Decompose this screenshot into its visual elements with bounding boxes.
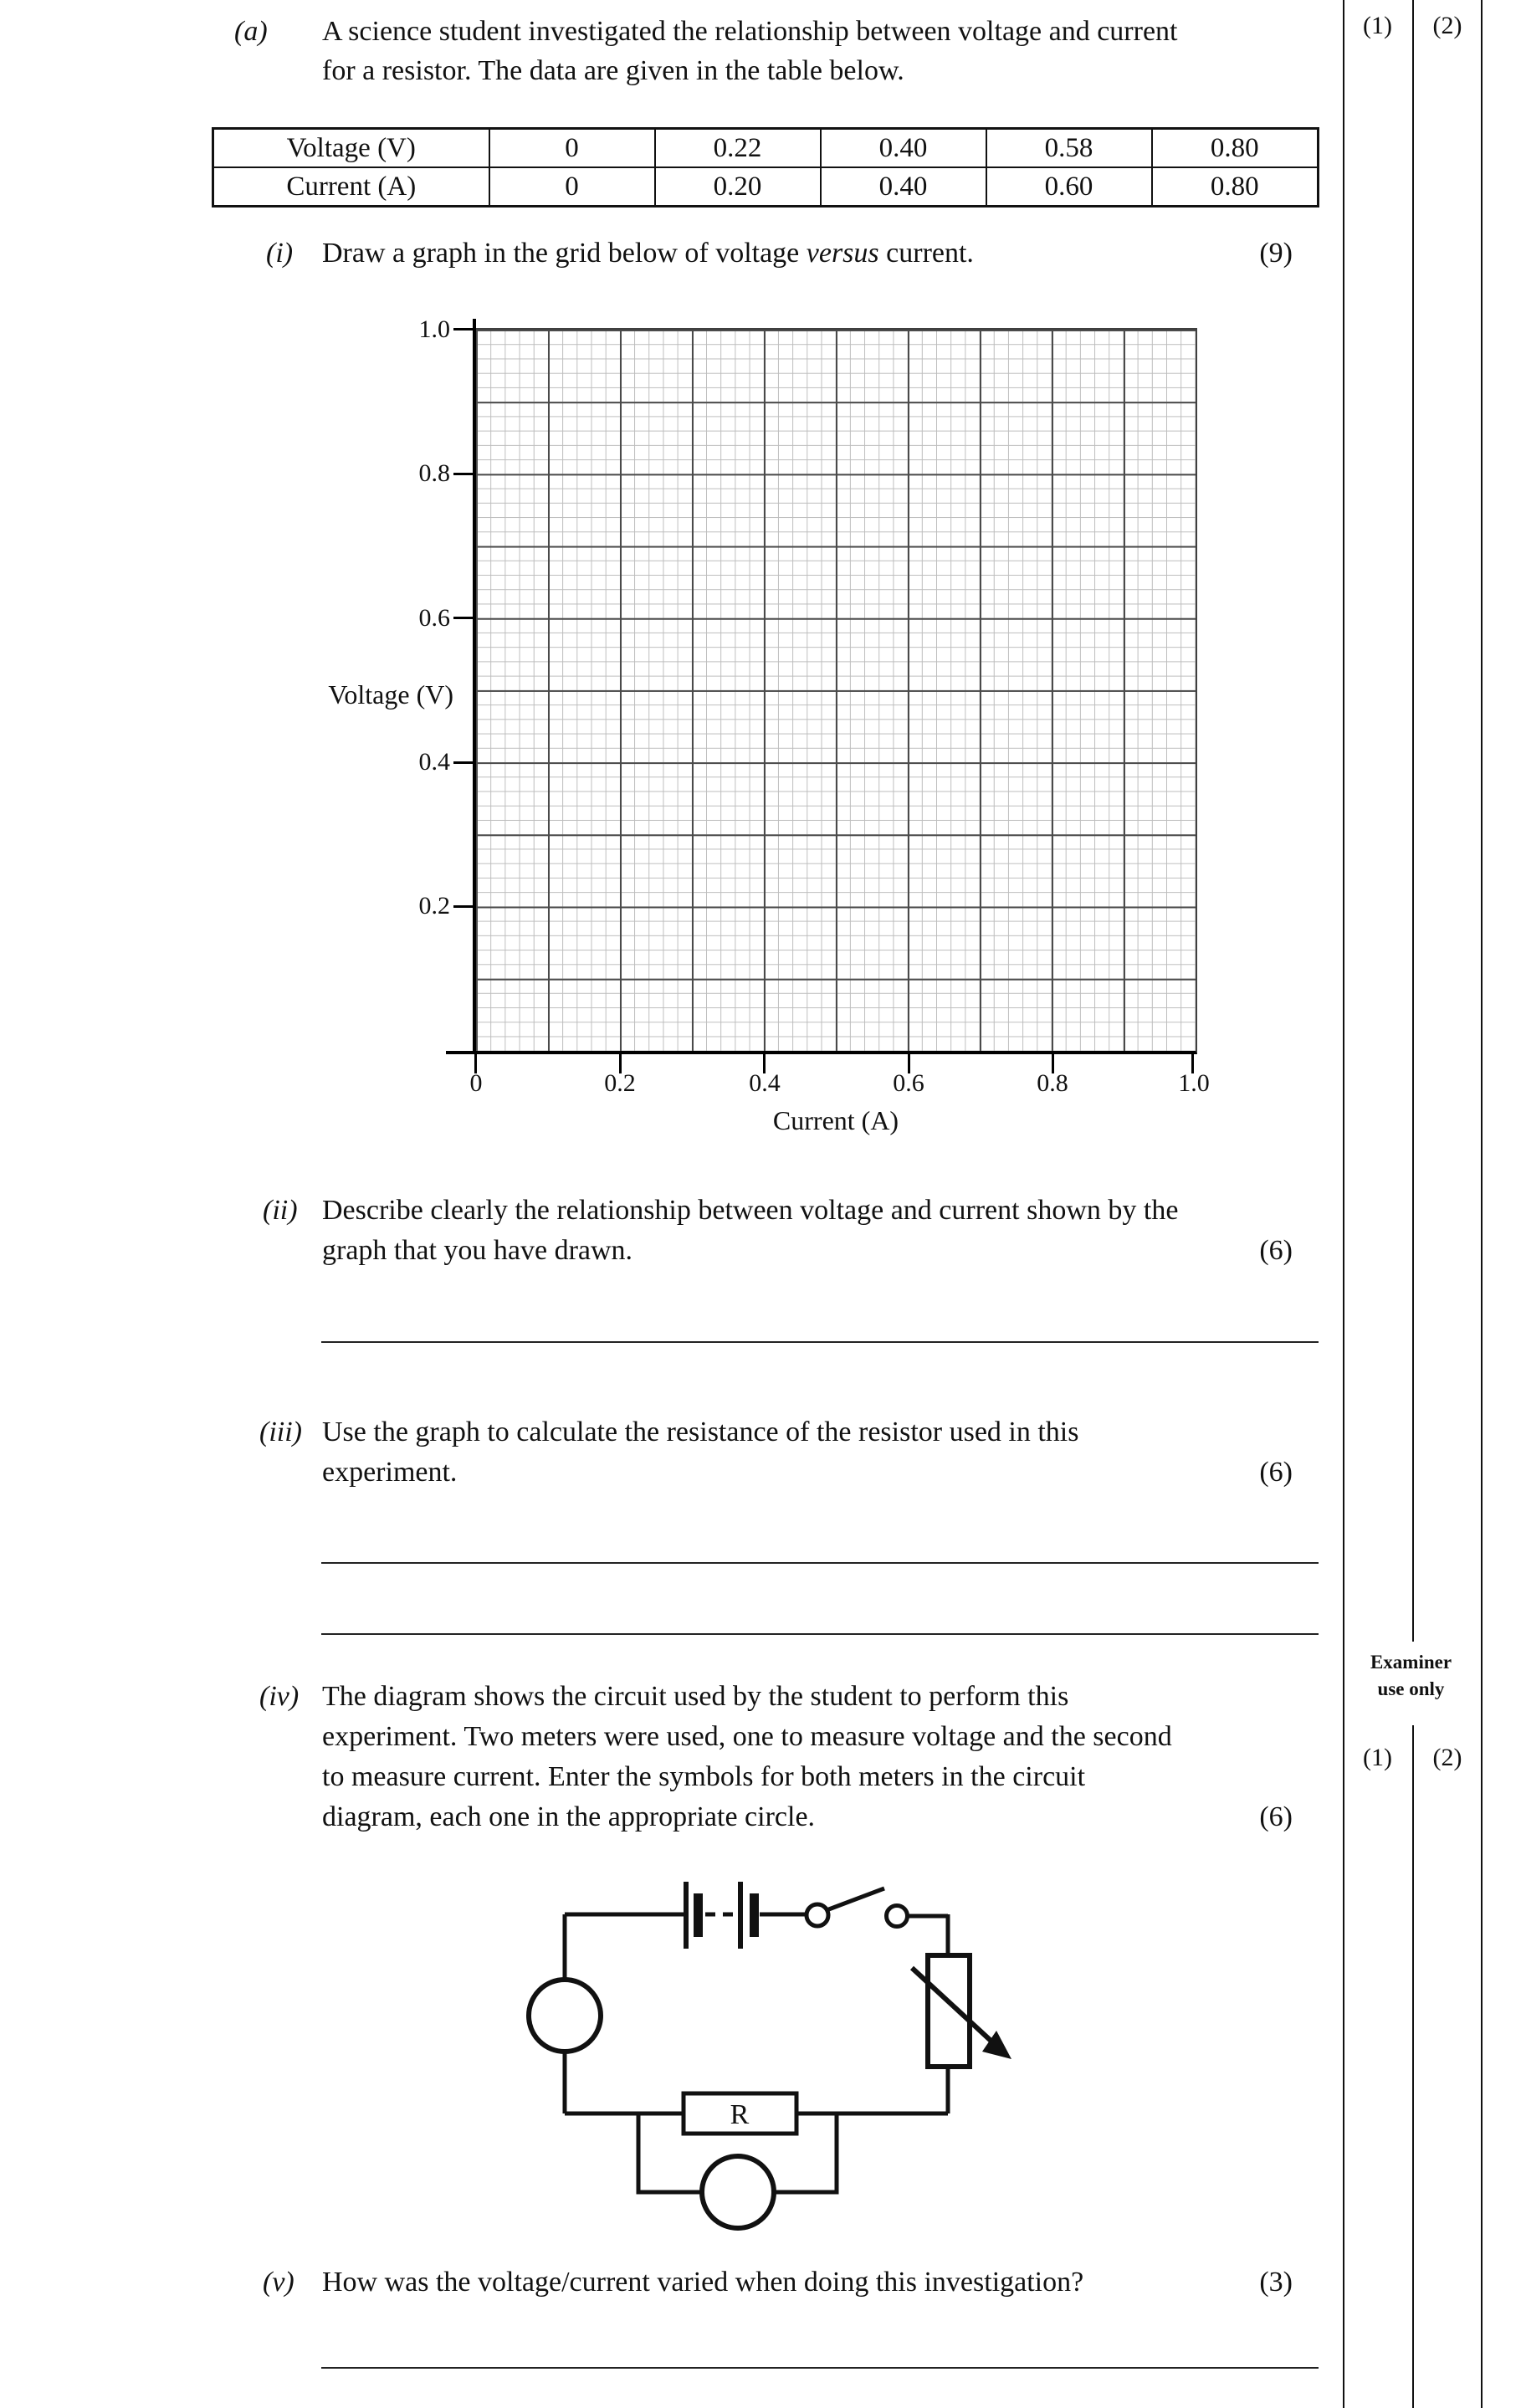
table-cell: 0.22 bbox=[655, 129, 821, 168]
switch-symbol bbox=[807, 1888, 908, 1927]
y-tick-label: 0.8 bbox=[418, 459, 450, 487]
voltage-current-table bbox=[212, 127, 1319, 207]
x-tick-label: 0 bbox=[469, 1069, 483, 1097]
x-tick-label: 0.4 bbox=[749, 1069, 781, 1097]
battery-symbol bbox=[686, 1882, 759, 1949]
examiner-use-only-line2: use only bbox=[1377, 1678, 1445, 1699]
table-row bbox=[213, 167, 1319, 207]
resistor-symbol bbox=[684, 2093, 796, 2134]
table-cell: 0 bbox=[489, 129, 655, 168]
question-a-line2: for a resistor. The data are given in the table below. bbox=[322, 55, 904, 86]
switch-terminal bbox=[807, 1904, 828, 1926]
question-iv-line1: The diagram shows the circuit used by the student to perform this bbox=[322, 1681, 1069, 1712]
battery-short-plate bbox=[750, 1893, 759, 1937]
margin-rule-middle-upper bbox=[1412, 0, 1414, 1642]
table-cell: 0 bbox=[489, 167, 655, 207]
table-cell: 0.58 bbox=[986, 129, 1152, 168]
question-iv-label: (iv) bbox=[259, 1681, 300, 1712]
y-tick bbox=[453, 473, 476, 475]
question-a-line1: A science student investigated the relationship between voltage and current bbox=[322, 16, 1178, 47]
answer-line-ii[interactable] bbox=[321, 1341, 1319, 1343]
margin-rule-middle-lower bbox=[1412, 1725, 1414, 2408]
x-tick-label: 1.0 bbox=[1178, 1069, 1210, 1097]
y-tick-label: 0.4 bbox=[418, 748, 450, 776]
examiner-use-only-line1: Examiner bbox=[1370, 1652, 1452, 1673]
table-cell: 0.80 bbox=[1152, 129, 1319, 168]
table-cell: 0.60 bbox=[986, 167, 1152, 207]
question-i-marks: (9) bbox=[1259, 238, 1293, 269]
x-tick-label: 0.2 bbox=[604, 1069, 636, 1097]
question-ii-marks: (6) bbox=[1259, 1235, 1293, 1266]
x-tick-label: 0.6 bbox=[893, 1069, 924, 1097]
margin-rule-right bbox=[1481, 0, 1483, 2408]
question-i-text: Draw a graph in the grid below of voltage versus current. bbox=[322, 238, 974, 269]
margin-rule-left bbox=[1343, 0, 1344, 2408]
table-cell: 0.20 bbox=[655, 167, 821, 207]
question-iv-line2: experiment. Two meters were used, one to measure voltage and the second bbox=[322, 1721, 1172, 1752]
table-cell: 0.40 bbox=[821, 167, 986, 207]
rheostat-symbol bbox=[912, 1955, 1011, 2067]
y-tick-label: 1.0 bbox=[418, 315, 450, 343]
question-iv-marks: (6) bbox=[1259, 1801, 1293, 1832]
table-cell: 0.80 bbox=[1152, 167, 1319, 207]
y-tick bbox=[453, 617, 476, 619]
y-tick-label: 0.6 bbox=[418, 604, 450, 632]
x-axis-title: Current (A) bbox=[772, 1105, 899, 1135]
switch-terminal bbox=[887, 1906, 908, 1927]
y-tick-label: 0.2 bbox=[418, 892, 450, 920]
answer-line-iii-2[interactable] bbox=[321, 1633, 1319, 1635]
y-axis-title: Voltage (V) bbox=[328, 679, 453, 710]
graph-grid[interactable] bbox=[328, 315, 1210, 1135]
circuit-diagram bbox=[502, 1870, 1054, 2267]
question-ii-line2: graph that you have drawn. bbox=[322, 1235, 633, 1266]
resistor-label: R bbox=[730, 2099, 750, 2130]
battery-short-plate bbox=[694, 1893, 703, 1937]
question-iii-marks: (6) bbox=[1259, 1457, 1293, 1488]
x-tick-label: 0.8 bbox=[1037, 1069, 1068, 1097]
examiner-col1-top: (1) bbox=[1363, 12, 1392, 39]
examiner-col2-top: (2) bbox=[1432, 12, 1462, 39]
question-iii-line1: Use the graph to calculate the resistance of the resistor used in this bbox=[322, 1417, 1079, 1447]
y-tick bbox=[453, 328, 476, 330]
parallel-meter-circle[interactable] bbox=[702, 2156, 774, 2228]
question-i-label: (i) bbox=[266, 238, 294, 269]
question-a-label: (a) bbox=[234, 16, 268, 47]
switch-lever bbox=[827, 1888, 884, 1910]
row-header: Voltage (V) bbox=[213, 129, 489, 168]
question-ii-line1: Describe clearly the relationship between voltage and current shown by the bbox=[322, 1195, 1179, 1226]
rheostat-body bbox=[928, 1955, 970, 2067]
question-iii-label: (iii) bbox=[259, 1417, 302, 1447]
series-meter-circle[interactable] bbox=[529, 1980, 601, 2052]
question-v-text: How was the voltage/current varied when doing this investigation? bbox=[322, 2267, 1084, 2298]
table-cell: 0.40 bbox=[821, 129, 986, 168]
row-header: Current (A) bbox=[213, 167, 489, 207]
y-tick bbox=[453, 905, 476, 908]
answer-line-v[interactable] bbox=[321, 2367, 1319, 2369]
question-iv-line3: to measure current. Enter the symbols for both meters in the circuit bbox=[322, 1761, 1086, 1792]
answer-line-iii-1[interactable] bbox=[321, 1562, 1319, 1564]
table-row bbox=[213, 129, 1319, 168]
x-axis-extension bbox=[446, 1051, 476, 1054]
question-v-marks: (3) bbox=[1259, 2267, 1293, 2298]
examiner-col2-mid: (2) bbox=[1432, 1744, 1462, 1771]
y-tick bbox=[453, 761, 476, 764]
question-v-label: (v) bbox=[263, 2267, 294, 2298]
examiner-col1-mid: (1) bbox=[1363, 1744, 1392, 1771]
question-iv-line4: diagram, each one in the appropriate circle. bbox=[322, 1801, 816, 1832]
question-ii-label: (ii) bbox=[263, 1195, 298, 1226]
question-iii-line2: experiment. bbox=[322, 1457, 458, 1488]
